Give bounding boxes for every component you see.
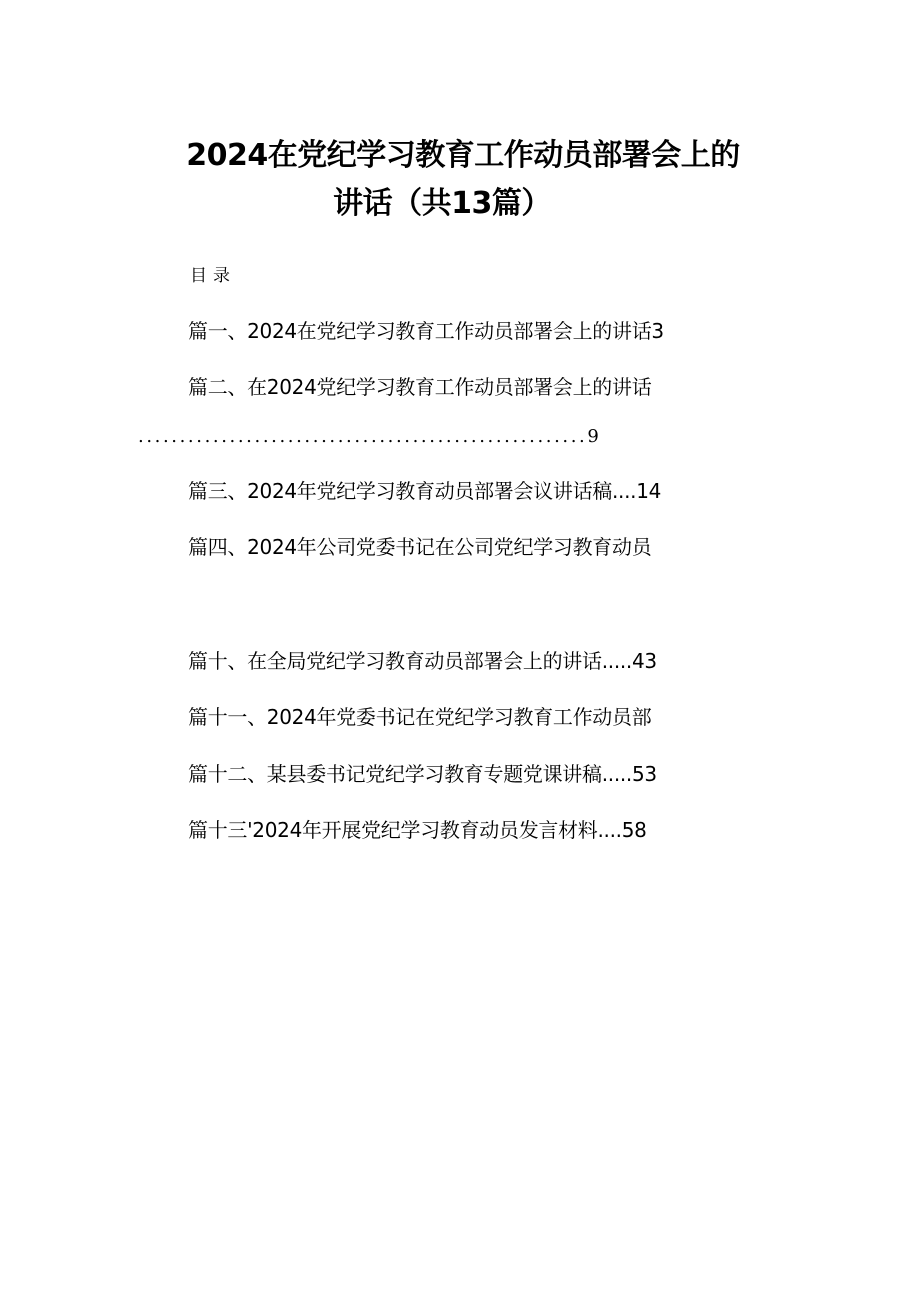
document-title-line-1: 2024在党纪学习教育工作动员部署会上的: [186, 138, 740, 173]
toc-entry-2[interactable]: 篇二、在2024党纪学习教育工作动员部署会上的讲话: [188, 375, 652, 399]
document-title-line-2: 讲话（共13篇）: [333, 186, 551, 221]
toc-entry-10[interactable]: 篇十、在全局党纪学习教育动员部署会上的讲话.....43: [188, 649, 657, 673]
toc-heading: 目录: [190, 266, 236, 286]
toc-entry-13[interactable]: 篇十三'2024年开展党纪学习教育动员发言材料....58: [188, 818, 647, 842]
toc-entry-2-dot-leader: ......................................................9: [138, 426, 602, 447]
toc-entry-1[interactable]: 篇一、2024在党纪学习教育工作动员部署会上的讲话3: [188, 319, 664, 343]
toc-entry-12[interactable]: 篇十二、某县委书记党纪学习教育专题党课讲稿.....53: [188, 762, 657, 786]
toc-entry-11[interactable]: 篇十一、2024年党委书记在党纪学习教育工作动员部: [188, 705, 652, 729]
toc-entry-4[interactable]: 篇四、2024年公司党委书记在公司党纪学习教育动员: [188, 535, 652, 559]
toc-entry-3[interactable]: 篇三、2024年党纪学习教育动员部署会议讲话稿....14: [188, 479, 662, 503]
